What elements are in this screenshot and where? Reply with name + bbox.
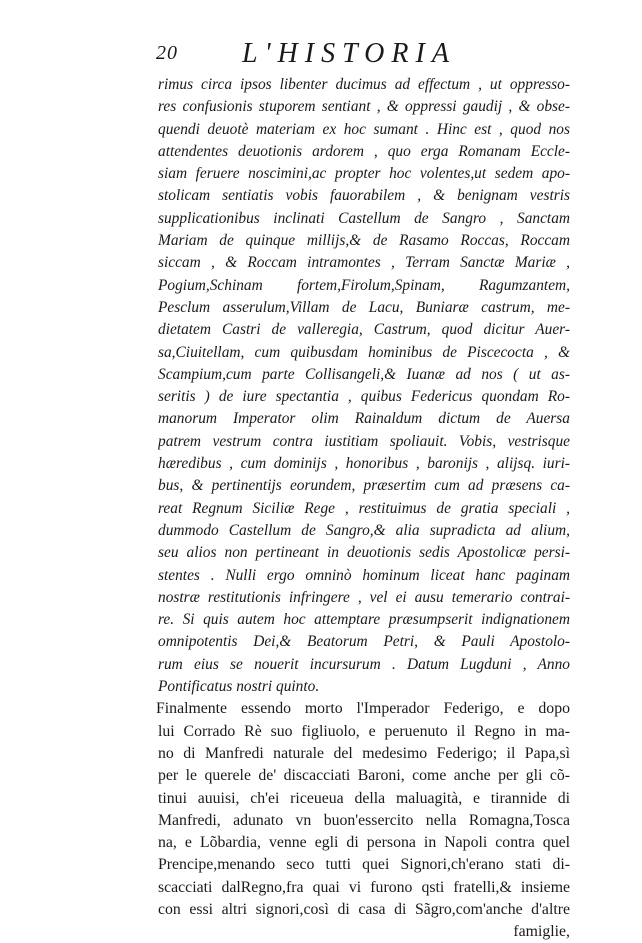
page-number: 20 <box>156 42 178 64</box>
text-line: patrem vestrum contra iustitiam spoliauit. Vobis, vestrisque <box>158 432 570 450</box>
text-line: res confusionis stuporem sentiant , & oppressi gaudij , & obse- <box>158 98 570 116</box>
text-line: rum eius se nouerit incursurum . Datum Lugduni , Anno <box>158 655 570 673</box>
text-line: sa,Ciuitellam, cum quibusdam hominibus de Piscecocta , & <box>158 343 570 361</box>
text-line: seu alios non pertineant in deuotionis sedis Apostolicæ persi- <box>158 544 570 562</box>
text-line: no di Manfredi naturale del medesimo Federigo; il Papa,sì <box>158 744 570 762</box>
text-line: con essi altri signori,così di casa di Sãgro,com'anche d'altre <box>158 900 570 918</box>
text-line: Mariam de quinque millijs,& de Rasamo Roccas, Roccam <box>158 232 570 250</box>
text-body <box>158 74 570 943</box>
text-line: seritis ) de iure spectantia , quibus Federicus quondam Ro- <box>158 388 570 406</box>
text-line: dietatem Castri de valleregia, Castrum, quod dicitur Auer- <box>158 321 570 339</box>
text-line: siccam , & Roccam intramontes , Terram Sanctæ Mariæ , <box>158 254 570 272</box>
running-title: L'HISTORIA <box>242 38 456 69</box>
text-line: siam feruere noscimini,ac propter hoc volentes,ut sedem apo- <box>158 165 570 183</box>
page-header <box>150 38 570 70</box>
text-line: omnipotentis Dei,& Beatorum Petri, & Pauli Apostolo- <box>158 633 570 651</box>
text-line: stolicam sentiatis vobis fauorabilem , & benignam vestris <box>158 187 570 205</box>
latin-document-block <box>158 74 570 698</box>
text-line: per le querele de' discacciati Baroni, come anche per gli cõ- <box>158 767 570 785</box>
text-line: Pogium,Schinam fortem,Firolum,Spinam, Ragumzantem, <box>158 276 570 294</box>
text-line: attendentes deuotionis ardorem , quo erga Romanam Eccle- <box>158 142 570 160</box>
text-line: Pontificatus nostri quinto. <box>158 678 320 696</box>
text-line: Pesclum asserulum,Villam de Lacu, Buniaræ castrum, me- <box>158 298 570 316</box>
text-line: reat Regnum Siciliæ Rege , restituimus de gratia speciali , <box>158 499 570 517</box>
catchword: famiglie, <box>513 923 570 941</box>
text-line: Finalmente essendo morto l'Imperador Federigo, e dopo <box>156 700 570 718</box>
text-line: bus, & pertinentijs eorundem, præsertim cum ad præsens ca- <box>158 477 570 495</box>
text-line: Scampium,cum parte Collisangeli,& Iuanæ ad nos ( ut as- <box>158 365 570 383</box>
text-line: nostræ restitutionis infringere , vel ei ausu temerario contrai- <box>158 588 570 606</box>
text-line: scacciati dalRegno,fra quai vi furono qsti fratelli,& insieme <box>158 878 570 896</box>
text-line: manorum Imperator olim Rainaldum dictum de Auersa <box>158 410 570 428</box>
text-line: lui Corrado Rè suo figliuolo, e peruenuto il Regno in ma- <box>158 722 570 740</box>
catchword-row <box>158 921 570 943</box>
text-line: Prencipe,menando seco tutti quei Signori,ch'erano stati di- <box>158 856 570 874</box>
text-line: dummodo Castellum de Sangro,& alia supradicta ad alium, <box>158 521 570 539</box>
text-line: rimus circa ipsos libenter ducimus ad effectum , ut oppresso- <box>158 76 570 93</box>
text-line: stentes . Nulli ergo omninò hominum liceat hanc paginam <box>158 566 570 584</box>
text-line: na, e Lõbardia, venne egli di persona in Napoli contra quel <box>158 834 570 852</box>
text-line: re. Si quis autem hoc attemptare præsumpserit indignationem <box>158 611 570 629</box>
text-line: tinui auuisi, ch'ei riceueua della maluagità, e tirannide di <box>158 789 570 807</box>
text-line: Manfredi, adunato vn buon'essercito nella Romagna,Tosca <box>158 811 570 829</box>
text-line: supplicationibus inclinati Castellum de Sangro , Sanctam <box>158 209 570 227</box>
italian-narrative-block <box>158 698 570 921</box>
text-line: hæredibus , cum dominijs , honoribus , baronijs , alijsq. iuri- <box>158 455 570 473</box>
text-line: quendi deuotè materiam ex hoc sumant . Hinc est , quod nos <box>158 120 570 138</box>
